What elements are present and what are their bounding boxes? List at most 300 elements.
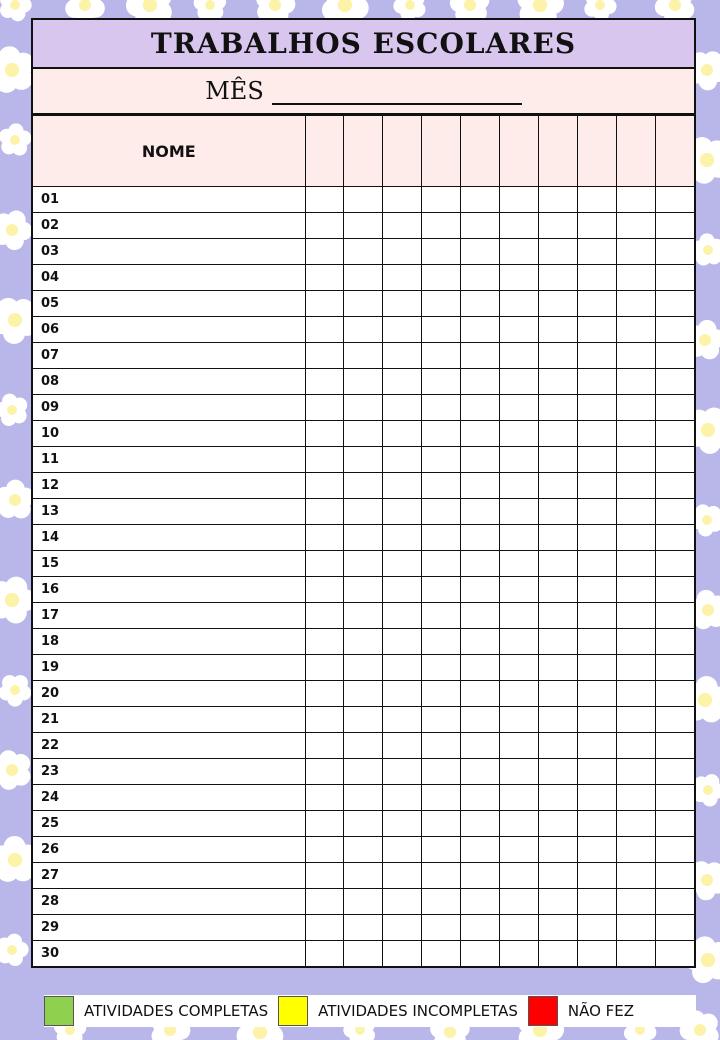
activity-cell[interactable] [422, 889, 461, 915]
activity-cell[interactable] [616, 551, 655, 577]
activity-cell[interactable] [538, 785, 577, 811]
activity-cell[interactable] [538, 187, 577, 213]
activity-cell[interactable] [383, 187, 422, 213]
activity-cell[interactable] [305, 863, 344, 889]
activity-cell[interactable] [577, 395, 616, 421]
activity-cell[interactable] [344, 525, 383, 551]
activity-cell[interactable] [422, 915, 461, 941]
activity-cell[interactable] [655, 603, 694, 629]
activity-cell[interactable] [305, 577, 344, 603]
activity-cell[interactable] [499, 525, 538, 551]
activity-cell[interactable] [499, 239, 538, 265]
activity-cell[interactable] [344, 239, 383, 265]
activity-cell[interactable] [344, 733, 383, 759]
activity-cell[interactable] [344, 369, 383, 395]
activity-cell[interactable] [383, 629, 422, 655]
activity-cell[interactable] [655, 941, 694, 967]
student-number[interactable]: 30 [33, 941, 305, 967]
activity-cell[interactable] [461, 655, 500, 681]
activity-cell[interactable] [461, 785, 500, 811]
activity-cell[interactable] [461, 733, 500, 759]
activity-cell[interactable] [305, 837, 344, 863]
activity-header-cell[interactable] [499, 116, 538, 187]
student-number[interactable]: 13 [33, 499, 305, 525]
activity-cell[interactable] [383, 707, 422, 733]
activity-cell[interactable] [305, 239, 344, 265]
activity-cell[interactable] [538, 213, 577, 239]
activity-cell[interactable] [655, 915, 694, 941]
activity-cell[interactable] [577, 525, 616, 551]
activity-cell[interactable] [538, 317, 577, 343]
activity-cell[interactable] [538, 707, 577, 733]
activity-cell[interactable] [538, 239, 577, 265]
activity-cell[interactable] [655, 889, 694, 915]
activity-cell[interactable] [499, 395, 538, 421]
activity-cell[interactable] [655, 239, 694, 265]
student-number[interactable]: 03 [33, 239, 305, 265]
activity-cell[interactable] [655, 265, 694, 291]
activity-cell[interactable] [461, 707, 500, 733]
activity-cell[interactable] [499, 577, 538, 603]
activity-cell[interactable] [538, 811, 577, 837]
student-number[interactable]: 06 [33, 317, 305, 343]
student-number[interactable]: 22 [33, 733, 305, 759]
activity-cell[interactable] [499, 707, 538, 733]
activity-header-cell[interactable] [422, 116, 461, 187]
activity-cell[interactable] [655, 681, 694, 707]
activity-cell[interactable] [538, 395, 577, 421]
activity-cell[interactable] [499, 369, 538, 395]
activity-header-cell[interactable] [538, 116, 577, 187]
activity-cell[interactable] [538, 291, 577, 317]
activity-cell[interactable] [422, 473, 461, 499]
student-number[interactable]: 10 [33, 421, 305, 447]
student-number[interactable]: 12 [33, 473, 305, 499]
month-blank-line[interactable] [272, 77, 522, 105]
activity-cell[interactable] [499, 785, 538, 811]
activity-cell[interactable] [577, 811, 616, 837]
activity-cell[interactable] [461, 681, 500, 707]
activity-cell[interactable] [422, 941, 461, 967]
student-number[interactable]: 02 [33, 213, 305, 239]
activity-cell[interactable] [422, 525, 461, 551]
activity-cell[interactable] [305, 187, 344, 213]
activity-cell[interactable] [499, 863, 538, 889]
activity-cell[interactable] [538, 499, 577, 525]
activity-cell[interactable] [616, 655, 655, 681]
activity-cell[interactable] [577, 837, 616, 863]
activity-cell[interactable] [344, 187, 383, 213]
activity-cell[interactable] [577, 629, 616, 655]
activity-cell[interactable] [538, 343, 577, 369]
activity-cell[interactable] [344, 473, 383, 499]
activity-cell[interactable] [344, 681, 383, 707]
activity-cell[interactable] [461, 421, 500, 447]
activity-cell[interactable] [461, 889, 500, 915]
activity-cell[interactable] [577, 265, 616, 291]
activity-cell[interactable] [422, 863, 461, 889]
activity-cell[interactable] [383, 733, 422, 759]
activity-cell[interactable] [655, 629, 694, 655]
activity-cell[interactable] [616, 317, 655, 343]
activity-cell[interactable] [655, 421, 694, 447]
activity-cell[interactable] [422, 343, 461, 369]
activity-cell[interactable] [499, 811, 538, 837]
activity-cell[interactable] [616, 473, 655, 499]
activity-cell[interactable] [577, 239, 616, 265]
activity-cell[interactable] [616, 577, 655, 603]
student-number[interactable]: 17 [33, 603, 305, 629]
activity-cell[interactable] [577, 915, 616, 941]
activity-cell[interactable] [383, 265, 422, 291]
activity-cell[interactable] [499, 655, 538, 681]
student-number[interactable]: 25 [33, 811, 305, 837]
activity-cell[interactable] [655, 811, 694, 837]
activity-cell[interactable] [655, 187, 694, 213]
activity-cell[interactable] [655, 291, 694, 317]
student-number[interactable]: 26 [33, 837, 305, 863]
activity-cell[interactable] [577, 759, 616, 785]
activity-cell[interactable] [383, 655, 422, 681]
activity-cell[interactable] [538, 447, 577, 473]
activity-cell[interactable] [577, 707, 616, 733]
student-number[interactable]: 24 [33, 785, 305, 811]
activity-cell[interactable] [499, 447, 538, 473]
activity-cell[interactable] [577, 447, 616, 473]
activity-cell[interactable] [305, 369, 344, 395]
activity-header-cell[interactable] [383, 116, 422, 187]
activity-cell[interactable] [305, 733, 344, 759]
activity-cell[interactable] [616, 837, 655, 863]
activity-cell[interactable] [344, 265, 383, 291]
activity-cell[interactable] [499, 213, 538, 239]
activity-cell[interactable] [383, 889, 422, 915]
activity-cell[interactable] [577, 369, 616, 395]
activity-header-cell[interactable] [305, 116, 344, 187]
activity-cell[interactable] [577, 577, 616, 603]
activity-cell[interactable] [383, 837, 422, 863]
activity-cell[interactable] [499, 629, 538, 655]
activity-cell[interactable] [577, 551, 616, 577]
activity-header-cell[interactable] [616, 116, 655, 187]
activity-cell[interactable] [305, 707, 344, 733]
activity-cell[interactable] [616, 369, 655, 395]
activity-cell[interactable] [305, 811, 344, 837]
activity-cell[interactable] [616, 239, 655, 265]
activity-cell[interactable] [422, 707, 461, 733]
activity-cell[interactable] [344, 707, 383, 733]
activity-cell[interactable] [344, 629, 383, 655]
activity-cell[interactable] [499, 551, 538, 577]
activity-cell[interactable] [305, 941, 344, 967]
activity-cell[interactable] [577, 317, 616, 343]
activity-cell[interactable] [499, 733, 538, 759]
activity-cell[interactable] [461, 603, 500, 629]
activity-cell[interactable] [538, 369, 577, 395]
activity-cell[interactable] [616, 681, 655, 707]
activity-cell[interactable] [422, 551, 461, 577]
activity-cell[interactable] [383, 785, 422, 811]
activity-cell[interactable] [344, 759, 383, 785]
student-number[interactable]: 14 [33, 525, 305, 551]
activity-cell[interactable] [344, 395, 383, 421]
activity-cell[interactable] [499, 681, 538, 707]
activity-cell[interactable] [344, 213, 383, 239]
student-number[interactable]: 29 [33, 915, 305, 941]
activity-cell[interactable] [616, 811, 655, 837]
activity-cell[interactable] [305, 681, 344, 707]
student-number[interactable]: 15 [33, 551, 305, 577]
activity-cell[interactable] [461, 395, 500, 421]
activity-cell[interactable] [461, 499, 500, 525]
activity-cell[interactable] [305, 629, 344, 655]
activity-cell[interactable] [344, 291, 383, 317]
activity-cell[interactable] [422, 213, 461, 239]
activity-cell[interactable] [577, 889, 616, 915]
activity-cell[interactable] [616, 889, 655, 915]
activity-cell[interactable] [616, 603, 655, 629]
activity-cell[interactable] [344, 785, 383, 811]
activity-cell[interactable] [422, 239, 461, 265]
activity-cell[interactable] [499, 187, 538, 213]
activity-cell[interactable] [383, 473, 422, 499]
activity-cell[interactable] [422, 811, 461, 837]
activity-cell[interactable] [538, 733, 577, 759]
activity-cell[interactable] [305, 265, 344, 291]
activity-cell[interactable] [538, 759, 577, 785]
activity-cell[interactable] [383, 317, 422, 343]
activity-cell[interactable] [616, 265, 655, 291]
activity-cell[interactable] [383, 759, 422, 785]
activity-cell[interactable] [383, 941, 422, 967]
activity-cell[interactable] [383, 421, 422, 447]
activity-cell[interactable] [383, 239, 422, 265]
activity-cell[interactable] [461, 629, 500, 655]
activity-cell[interactable] [383, 525, 422, 551]
activity-cell[interactable] [655, 343, 694, 369]
activity-cell[interactable] [538, 863, 577, 889]
activity-cell[interactable] [344, 889, 383, 915]
activity-cell[interactable] [616, 343, 655, 369]
activity-cell[interactable] [461, 577, 500, 603]
activity-cell[interactable] [538, 551, 577, 577]
activity-cell[interactable] [344, 915, 383, 941]
activity-cell[interactable] [383, 577, 422, 603]
activity-cell[interactable] [616, 421, 655, 447]
activity-cell[interactable] [538, 889, 577, 915]
activity-cell[interactable] [461, 915, 500, 941]
activity-cell[interactable] [422, 837, 461, 863]
activity-cell[interactable] [305, 291, 344, 317]
activity-cell[interactable] [577, 785, 616, 811]
activity-cell[interactable] [616, 941, 655, 967]
activity-header-cell[interactable] [655, 116, 694, 187]
activity-cell[interactable] [461, 187, 500, 213]
activity-header-cell[interactable] [461, 116, 500, 187]
student-number[interactable]: 11 [33, 447, 305, 473]
activity-cell[interactable] [538, 629, 577, 655]
activity-cell[interactable] [655, 577, 694, 603]
activity-cell[interactable] [344, 655, 383, 681]
activity-cell[interactable] [538, 915, 577, 941]
activity-cell[interactable] [305, 603, 344, 629]
student-number[interactable]: 18 [33, 629, 305, 655]
activity-cell[interactable] [422, 187, 461, 213]
activity-cell[interactable] [461, 837, 500, 863]
activity-cell[interactable] [499, 603, 538, 629]
activity-cell[interactable] [538, 265, 577, 291]
activity-cell[interactable] [383, 343, 422, 369]
activity-cell[interactable] [305, 395, 344, 421]
activity-cell[interactable] [383, 811, 422, 837]
activity-cell[interactable] [655, 525, 694, 551]
activity-cell[interactable] [344, 863, 383, 889]
activity-cell[interactable] [461, 447, 500, 473]
activity-cell[interactable] [538, 941, 577, 967]
activity-cell[interactable] [616, 785, 655, 811]
activity-cell[interactable] [538, 421, 577, 447]
activity-cell[interactable] [422, 655, 461, 681]
activity-cell[interactable] [461, 759, 500, 785]
activity-cell[interactable] [538, 473, 577, 499]
activity-cell[interactable] [616, 525, 655, 551]
activity-cell[interactable] [422, 733, 461, 759]
activity-cell[interactable] [577, 499, 616, 525]
activity-cell[interactable] [461, 213, 500, 239]
activity-cell[interactable] [422, 447, 461, 473]
student-number[interactable]: 20 [33, 681, 305, 707]
activity-cell[interactable] [616, 395, 655, 421]
activity-cell[interactable] [305, 759, 344, 785]
activity-cell[interactable] [461, 265, 500, 291]
activity-cell[interactable] [461, 525, 500, 551]
activity-cell[interactable] [655, 707, 694, 733]
activity-cell[interactable] [655, 655, 694, 681]
activity-cell[interactable] [344, 577, 383, 603]
activity-cell[interactable] [461, 863, 500, 889]
activity-cell[interactable] [655, 551, 694, 577]
activity-cell[interactable] [422, 577, 461, 603]
activity-cell[interactable] [383, 369, 422, 395]
activity-cell[interactable] [461, 369, 500, 395]
activity-cell[interactable] [344, 811, 383, 837]
activity-cell[interactable] [383, 681, 422, 707]
activity-cell[interactable] [499, 265, 538, 291]
activity-cell[interactable] [616, 707, 655, 733]
student-number[interactable]: 09 [33, 395, 305, 421]
activity-cell[interactable] [577, 473, 616, 499]
activity-cell[interactable] [383, 915, 422, 941]
activity-cell[interactable] [499, 941, 538, 967]
activity-cell[interactable] [655, 499, 694, 525]
activity-cell[interactable] [577, 603, 616, 629]
activity-cell[interactable] [305, 889, 344, 915]
activity-cell[interactable] [305, 499, 344, 525]
activity-cell[interactable] [655, 213, 694, 239]
student-number[interactable]: 08 [33, 369, 305, 395]
activity-cell[interactable] [383, 499, 422, 525]
activity-cell[interactable] [422, 265, 461, 291]
activity-cell[interactable] [344, 317, 383, 343]
student-number[interactable]: 28 [33, 889, 305, 915]
activity-cell[interactable] [655, 369, 694, 395]
activity-cell[interactable] [577, 187, 616, 213]
activity-cell[interactable] [577, 681, 616, 707]
student-number[interactable]: 27 [33, 863, 305, 889]
activity-cell[interactable] [655, 837, 694, 863]
activity-cell[interactable] [344, 447, 383, 473]
activity-cell[interactable] [383, 863, 422, 889]
activity-cell[interactable] [305, 525, 344, 551]
activity-cell[interactable] [344, 551, 383, 577]
activity-cell[interactable] [305, 421, 344, 447]
activity-cell[interactable] [422, 369, 461, 395]
activity-cell[interactable] [655, 473, 694, 499]
activity-cell[interactable] [422, 291, 461, 317]
activity-cell[interactable] [499, 317, 538, 343]
activity-cell[interactable] [616, 629, 655, 655]
activity-cell[interactable] [499, 343, 538, 369]
activity-cell[interactable] [577, 733, 616, 759]
activity-header-cell[interactable] [344, 116, 383, 187]
student-number[interactable]: 21 [33, 707, 305, 733]
activity-cell[interactable] [616, 863, 655, 889]
student-number[interactable]: 19 [33, 655, 305, 681]
activity-cell[interactable] [383, 603, 422, 629]
student-number[interactable]: 05 [33, 291, 305, 317]
activity-cell[interactable] [616, 447, 655, 473]
activity-cell[interactable] [616, 733, 655, 759]
activity-cell[interactable] [383, 395, 422, 421]
activity-cell[interactable] [616, 213, 655, 239]
activity-cell[interactable] [655, 447, 694, 473]
activity-cell[interactable] [499, 889, 538, 915]
activity-cell[interactable] [344, 837, 383, 863]
activity-cell[interactable] [422, 629, 461, 655]
activity-cell[interactable] [383, 213, 422, 239]
activity-cell[interactable] [538, 837, 577, 863]
activity-cell[interactable] [344, 603, 383, 629]
activity-cell[interactable] [383, 291, 422, 317]
activity-cell[interactable] [655, 395, 694, 421]
activity-cell[interactable] [422, 499, 461, 525]
activity-cell[interactable] [305, 551, 344, 577]
activity-cell[interactable] [577, 343, 616, 369]
activity-cell[interactable] [305, 655, 344, 681]
activity-cell[interactable] [577, 213, 616, 239]
activity-cell[interactable] [577, 941, 616, 967]
student-number[interactable]: 23 [33, 759, 305, 785]
activity-cell[interactable] [461, 343, 500, 369]
activity-cell[interactable] [461, 941, 500, 967]
activity-cell[interactable] [538, 603, 577, 629]
activity-cell[interactable] [344, 343, 383, 369]
activity-cell[interactable] [461, 291, 500, 317]
activity-cell[interactable] [538, 525, 577, 551]
activity-cell[interactable] [577, 421, 616, 447]
activity-cell[interactable] [461, 239, 500, 265]
student-number[interactable]: 01 [33, 187, 305, 213]
activity-cell[interactable] [655, 733, 694, 759]
activity-cell[interactable] [616, 291, 655, 317]
activity-cell[interactable] [461, 473, 500, 499]
activity-cell[interactable] [577, 863, 616, 889]
activity-cell[interactable] [305, 343, 344, 369]
activity-cell[interactable] [499, 837, 538, 863]
activity-cell[interactable] [655, 317, 694, 343]
activity-cell[interactable] [422, 317, 461, 343]
activity-cell[interactable] [499, 291, 538, 317]
